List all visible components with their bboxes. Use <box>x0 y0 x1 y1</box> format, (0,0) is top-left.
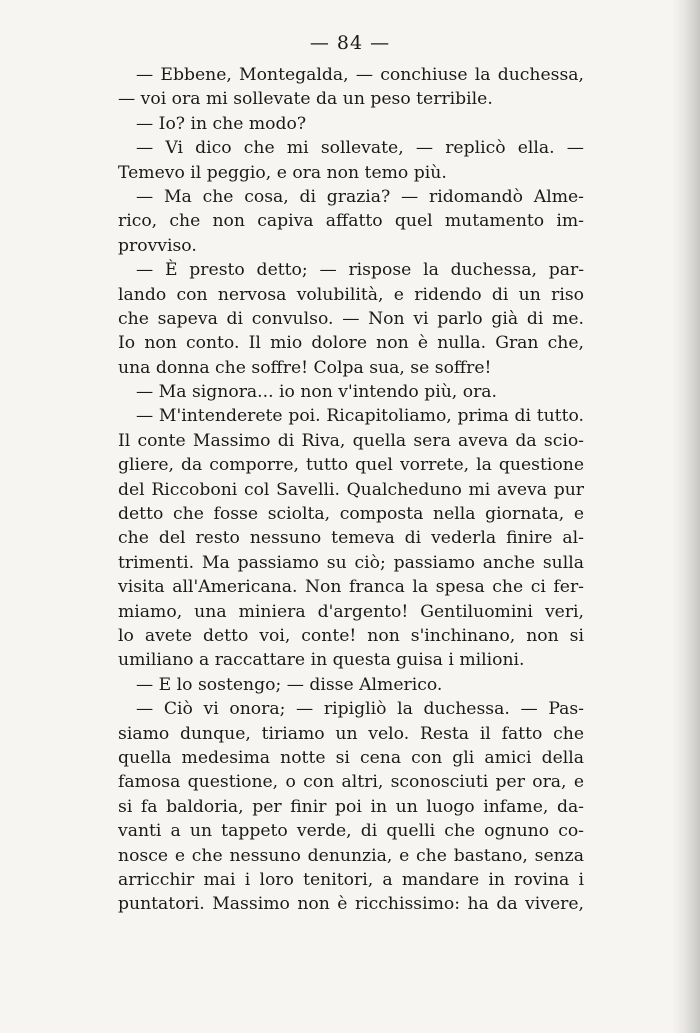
text-line: si fa baldoria, per finir poi in un luogo infame, da- <box>118 796 584 817</box>
text-line: detto che fosse sciolta, composta nella giornata, e <box>118 504 584 525</box>
text-line: — Ciò vi onora; — ripigliò la duchessa. — Pas- <box>136 699 584 720</box>
text-line: che del resto nessuno temeva di vederla finire al- <box>118 528 584 549</box>
text-line: — M'intenderete poi. Ricapitoliamo, prima di tutto. <box>136 406 584 427</box>
text-line: famosa questione, o con altri, sconosciuti per ora, e <box>118 772 584 793</box>
text-line: vanti a un tappeto verde, di quelli che ognuno co- <box>118 821 584 842</box>
text-line: — E lo sostengo; — disse Almerico. <box>136 674 443 695</box>
body-text <box>118 63 584 917</box>
text-line: — Io? in che modo? <box>136 113 307 134</box>
text-line: visita all'Americana. Non franca la spesa che ci fer- <box>118 577 584 598</box>
text-line: gliere, da comporre, tutto quel vorrete, la questione <box>118 455 584 476</box>
text-line: lo avete detto voi, conte! non s'inchinano, non si <box>118 625 584 646</box>
text-line: umiliano a raccattare in questa guisa i milioni. <box>118 650 525 671</box>
text-line: — Ma signora... io non v'intendo più, ora. <box>136 382 498 403</box>
text-line: Io non conto. Il mio dolore non è nulla. Gran che, <box>118 333 584 354</box>
text-line: quella medesima notte si cena con gli amici della <box>118 747 584 768</box>
page-number: — 84 — <box>309 32 391 54</box>
page-edge-shadow <box>672 0 700 1033</box>
text-line: che sapeva di convulso. — Non vi parlo già di me. <box>118 308 584 329</box>
text-line: rico, che non capiva affatto quel mutamento im- <box>118 211 584 232</box>
text-line: lando con nervosa volubilità, e ridendo di un riso <box>118 284 584 305</box>
text-line: miamo, una miniera d'argento! Gentiluomini veri, <box>118 601 584 622</box>
text-line: — Ma che cosa, di grazia? — ridomandò Alme- <box>136 186 584 207</box>
text-line: una donna che soffre! Colpa sua, se soffre! <box>118 357 492 378</box>
text-line: nosce e che nessuno denunzia, e che bastano, senza <box>118 845 584 866</box>
text-line: del Riccoboni col Savelli. Qualcheduno mi aveva pur <box>118 479 584 500</box>
text-line: — Ebbene, Montegalda, — conchiuse la duchessa, <box>136 65 584 85</box>
text-line: arricchir mai i loro tenitori, a mandare in rovina i <box>118 869 584 890</box>
text-line: provviso. <box>118 235 197 256</box>
text-line: Temevo il peggio, e ora non temo più. <box>118 162 447 183</box>
text-line: — Vi dico che mi sollevate, — replicò ella. — <box>136 138 584 159</box>
text-line: Il conte Massimo di Riva, quella sera aveva da scio- <box>118 430 584 451</box>
text-line: — voi ora mi sollevate da un peso terribile. <box>118 89 493 110</box>
text-line: trimenti. Ma passiamo su ciò; passiamo anche sulla <box>118 552 584 573</box>
text-line: puntatori. Massimo non è ricchissimo: ha da vivere, <box>118 894 584 915</box>
text-line: siamo dunque, tiriamo un velo. Resta il fatto che <box>118 723 584 744</box>
text-line: — È presto detto; — rispose la duchessa, par- <box>136 260 584 281</box>
